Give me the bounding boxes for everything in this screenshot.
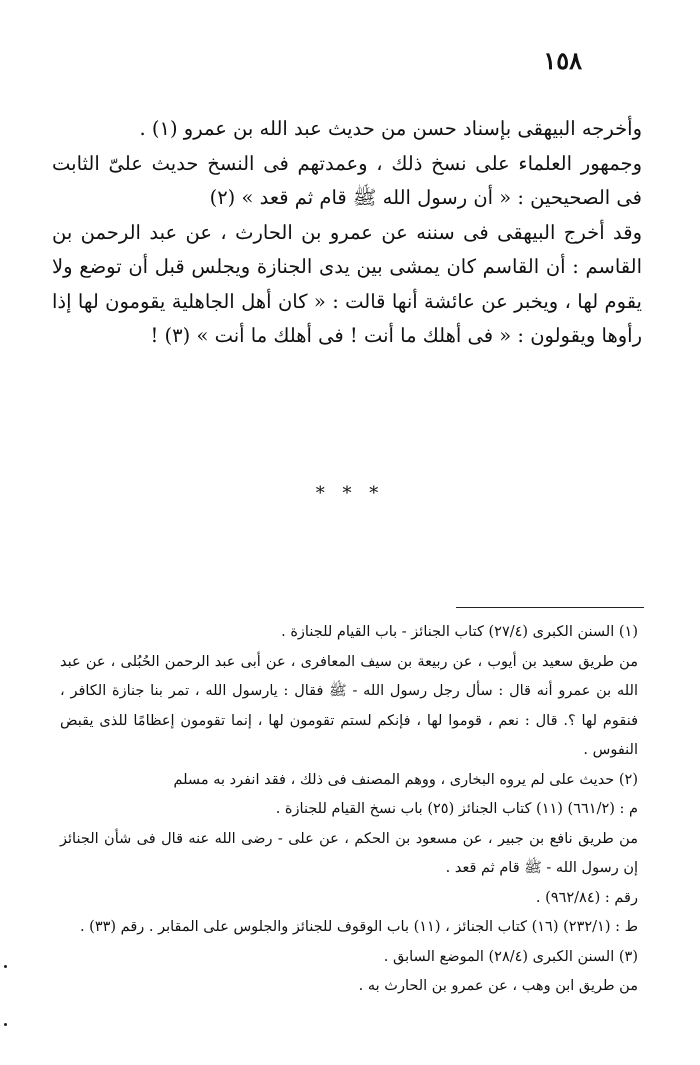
- scan-dot: [4, 965, 7, 968]
- footnote-line: من طريق ابن وهب ، عن عمرو بن الحارث به .: [358, 978, 638, 994]
- page-number: ١٥٨: [543, 46, 582, 75]
- footnote-line: (١) السنن الكبرى (٢٧/٤) كتاب الجنائز - باب القيام للجنازة .: [281, 624, 638, 640]
- footnote-3: [60, 943, 638, 1002]
- section-separator: * * *: [315, 483, 385, 504]
- footnote-line: (٢) حديث على لم يروه البخارى ، ووهم المصنف فى ذلك ، فقد انفرد به مسلم: [173, 771, 638, 788]
- footnote-rule: [456, 607, 644, 608]
- main-text: [52, 112, 642, 354]
- main-paragraph: وقد أخرج البيهقى فى سننه عن عمرو بن الحارث ، عن عبد الرحمن بن القاسم : أن القاسم كان يمشى بين يدى الجنازة ويجلس قبل أن توضع ولا يقوم لها ، ويخبر عن عائشة أنها قالت : « كان أهل الجاهلية يقومون لها إذا رأوها ويقولون : « فى أهلك ما أنت ! فى أهلك ما أنت » (٣) !: [52, 220, 642, 347]
- main-paragraph: وأخرجه البيهقى بإسناد حسن من حديث عبد الله بن عمرو (١) .: [139, 117, 642, 140]
- footnotes: [60, 618, 638, 1002]
- scan-dot: [4, 1023, 7, 1026]
- footnote-line: ط : (٢٣٢/١) (١٦) كتاب الجنائز ، (١١) باب الوقوف للجنائز والجلوس على المقابر . رقم (٣٣) .: [79, 919, 638, 935]
- footnote-line: (٣) السنن الكبرى (٢٨/٤) الموضع السابق .: [383, 948, 638, 965]
- footnote-line: رقم : (٩٦٢/٨٤) .: [535, 889, 638, 906]
- footnote-2: [60, 766, 638, 943]
- footnote-1: [60, 618, 638, 766]
- footnote-line: من طريق سعيد بن أيوب ، عن ربيعة بن سيف المعافرى ، عن أبى عبد الرحمن الحُبُلى ، عن عبد الله بن عمرو أنه قال : سأل رجل رسول الله - ﷺ فقال : يارسول الله ، تمر بنا جنازة الكافر ، فنقوم لها ؟. قال : نعم ، قوموا لها ، فإنكم لستم تقومون لها ، إنما تقومون إعظامًا للذى يقبض النفوس .: [60, 653, 638, 758]
- main-paragraph: وجمهور العلماء على نسخ ذلك ، وعمدتهم فى النسخ حديث علىّ الثابت فى الصحيحين : « أن رسول الله ﷺ قام ثم قعد » (٢): [52, 151, 642, 209]
- footnote-line: م : (٦٦١/٢) (١١) كتاب الجنائز (٢٥) باب نسخ القيام للجنازة .: [275, 801, 638, 817]
- footnote-line: من طريق نافع بن جبير ، عن مسعود بن الحكم ، عن على - رضى الله عنه قال فى شأن الجنائز إن رسول الله - ﷺ قام ثم قعد .: [60, 830, 638, 876]
